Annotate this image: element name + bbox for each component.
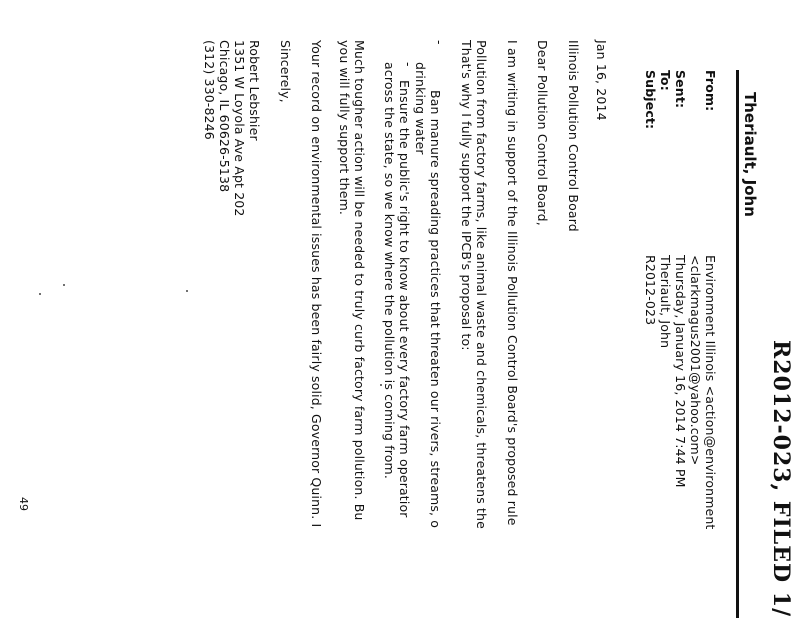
from-value-address: <clarkmagus2001@yahoo.com> (688, 255, 703, 466)
subject-value: R2012-023 (643, 255, 658, 326)
bullet-1-line-2: drinking water (413, 62, 428, 155)
bullet-2-line-1: Ensure the public's right to know about every factory farm operatior (397, 80, 412, 518)
to-label: To: (658, 70, 673, 91)
paragraph-4: Your record on environmental issues has been fairly solid, Governor Quinn. I (309, 40, 324, 528)
bullet-2-line-2: across the state, so we know where the pollution is coming from. (382, 62, 397, 480)
letter-salutation: Dear Pollution Control Board, (535, 40, 550, 226)
scan-speck (380, 384, 382, 386)
signature-street: 1351 W Loyola Ave Apt 202 (232, 40, 247, 217)
signature-phone: (312) 330-8246 (202, 40, 217, 140)
bullet-2-marker: - (401, 62, 416, 67)
sent-label: Sent: (673, 70, 688, 109)
email-owner-name: Theriault, John (741, 92, 759, 217)
scan-speck (186, 290, 188, 292)
bullet-1-line-1: Ban manure spreading practices that threaten our rivers, streams, o (428, 90, 443, 529)
letter-recipient: Illinois Pollution Control Board (566, 40, 581, 232)
letter-intro: I am writing in support of the Illinois Pollution Control Board's proposed rule (505, 40, 520, 526)
signature-city: Chicago, IL 60626-5138 (217, 40, 232, 193)
subject-label: Subject: (643, 70, 658, 130)
paragraph-2-line-2: That's why I fully support the IPCB's proposal to: (459, 40, 474, 351)
paragraph-3-line-1: Much tougher action will be needed to truly curb factory farm pollution. Bu (352, 40, 367, 521)
letter-closing: Sincerely, (278, 40, 293, 103)
from-value: Environment Illinois <action@environment (703, 255, 718, 530)
paragraph-2-line-1: Pollution from factory farms, like animal waste and chemicals, threatens the (474, 40, 489, 529)
signature-name: Robert Lebshier (247, 40, 262, 141)
scan-speck (63, 284, 65, 286)
paragraph-3-line-2: you will fully support them. (337, 40, 352, 216)
letter-date: Jan 16, 2014 (594, 40, 609, 121)
scan-speck (39, 293, 41, 295)
to-value: Theriault, John (658, 255, 673, 349)
filing-stamp: R2012-023, FILED 1/ (768, 340, 794, 618)
page-number: 49 (17, 497, 30, 511)
from-label: From: (703, 70, 718, 112)
bullet-1-marker: - (432, 40, 447, 45)
header-rule (736, 70, 739, 618)
sent-value: Thursday, January 16, 2014 7:44 PM (673, 255, 688, 488)
